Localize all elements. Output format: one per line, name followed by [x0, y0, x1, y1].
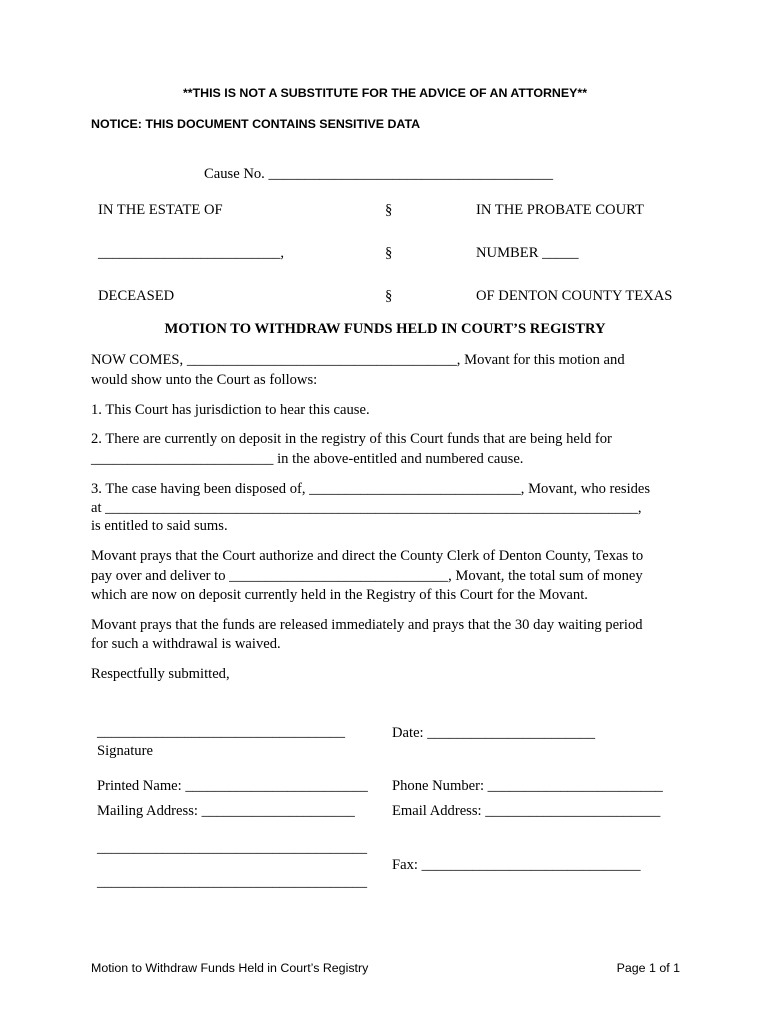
phone-number-field: Phone Number: ________________________ [392, 778, 663, 794]
now-comes-line: NOW COMES, _____________________________________, Movant for this motion and [91, 352, 625, 368]
prayer-paragraph: which are now on deposit currently held in the Registry of this Court for the Movant. [91, 587, 588, 603]
cause-number: Cause No. _______________________________________ [204, 166, 554, 182]
signature-line: __________________________________ [97, 724, 346, 740]
caption-deceased: DECEASED [98, 288, 175, 304]
caption-probate-court: IN THE PROBATE COURT [476, 202, 644, 218]
prayer-paragraph: pay over and deliver to ______________________________, Movant, the total sum of money [91, 568, 643, 584]
caption-court-number: NUMBER _____ [476, 245, 579, 261]
caption-decedent-name-blank: _________________________, [98, 245, 285, 261]
jurisdiction-paragraph: 1. This Court has jurisdiction to hear this cause. [91, 402, 370, 418]
now-comes-line: would show unto the Court as follows: [91, 372, 318, 388]
waiver-paragraph: for such a withdrawal is waived. [91, 636, 281, 652]
disposition-paragraph: is entitled to said sums. [91, 518, 228, 534]
disposition-paragraph: at _________________________________________________________________________, [91, 500, 642, 516]
email-address-field: Email Address: ________________________ [392, 803, 661, 819]
caption-section-symbol: § [385, 245, 393, 261]
address-line: _____________________________________ [97, 840, 367, 856]
document-title: MOTION TO WITHDRAW FUNDS HELD IN COURT’S REGISTRY [164, 321, 606, 337]
prayer-paragraph: Movant prays that the Court authorize and direct the County Clerk of Denton County, Texas to [91, 548, 644, 564]
footer-page-number: Page 1 of 1 [616, 961, 680, 975]
caption-section-symbol: § [385, 288, 393, 304]
printed-name-field: Printed Name: _________________________ [97, 778, 368, 794]
deposit-paragraph: _________________________ in the above-entitled and numbered cause. [91, 451, 524, 467]
attorney-disclaimer: **THIS IS NOT A SUBSTITUTE FOR THE ADVICE OF AN ATTORNEY** [182, 86, 588, 100]
disposition-paragraph: 3. The case having been disposed of, _____________________________, Movant, who resides [91, 481, 651, 497]
waiver-paragraph: Movant prays that the funds are released immediately and prays that the 30 day waiting period [91, 617, 643, 633]
closing-text: Respectfully submitted, [91, 666, 230, 682]
caption-county: OF DENTON COUNTY TEXAS [476, 288, 673, 304]
sensitive-data-notice: NOTICE: THIS DOCUMENT CONTAINS SENSITIVE DATA [91, 117, 421, 131]
fax-field: Fax: ______________________________ [392, 857, 641, 873]
caption-estate-of: IN THE ESTATE OF [98, 202, 223, 218]
date-field: Date: _______________________ [392, 725, 596, 741]
mailing-address-field: Mailing Address: _____________________ [97, 803, 355, 819]
caption-section-symbol: § [385, 202, 393, 218]
signature-label: Signature [97, 743, 153, 759]
deposit-paragraph: 2. There are currently on deposit in the registry of this Court funds that are being held for [91, 431, 612, 447]
address-line: _____________________________________ [97, 874, 367, 890]
footer-document-title: Motion to Withdraw Funds Held in Court’s Registry [91, 961, 369, 975]
